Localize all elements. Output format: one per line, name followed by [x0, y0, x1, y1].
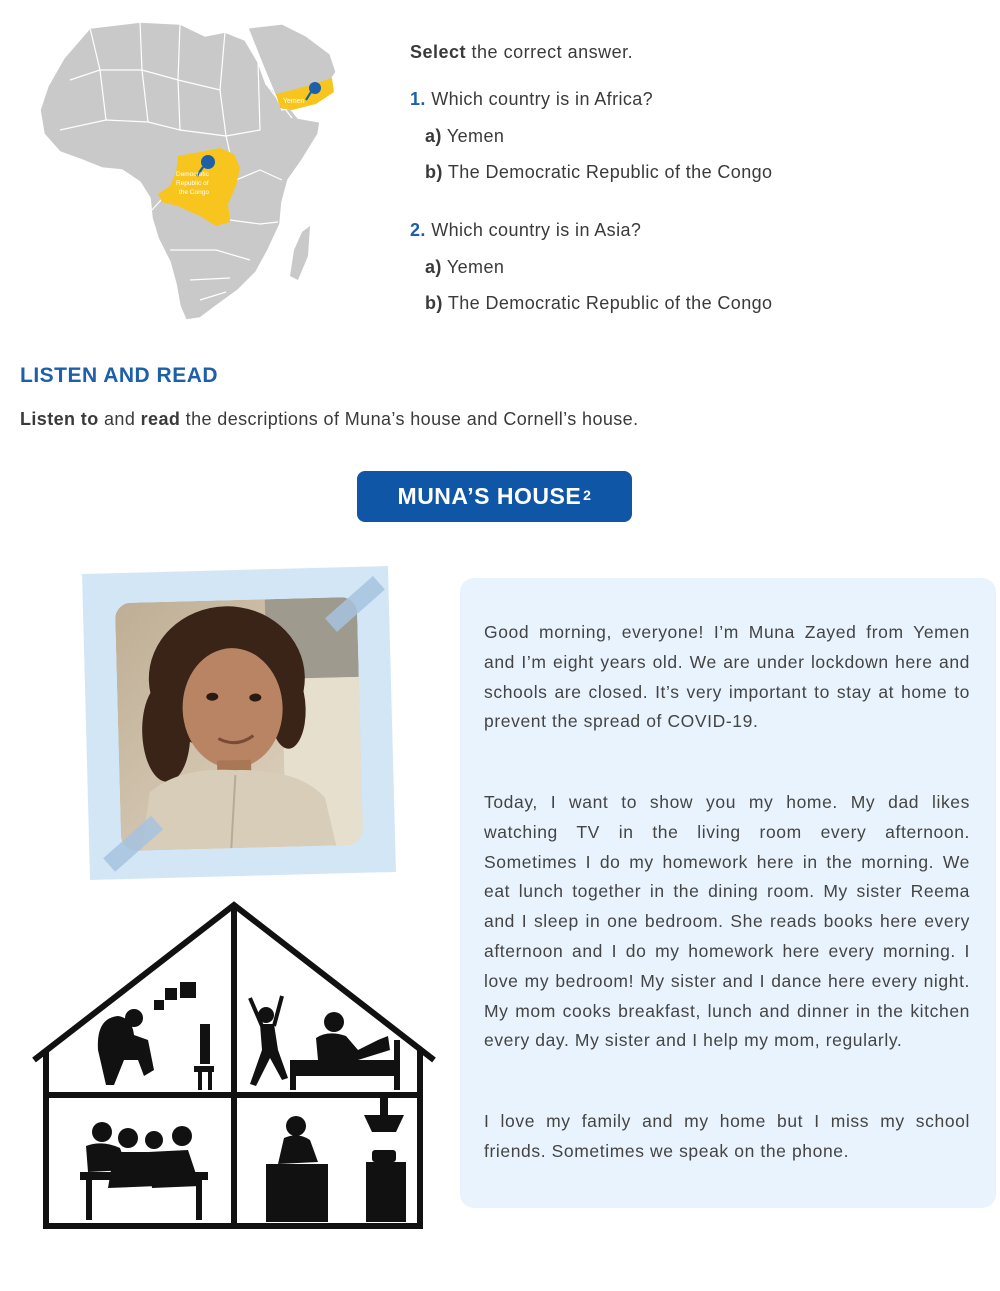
africa-map	[30, 10, 375, 330]
option-text: Yemen	[446, 126, 505, 146]
map-label-congo-3: the Congo	[179, 189, 209, 196]
answer-option[interactable]	[425, 257, 504, 278]
girl-photo-image	[115, 597, 363, 851]
quiz-instruction-rest: the correct answer.	[466, 42, 634, 62]
description-paragraph: Good morning, everyone! I’m Muna Zayed from Yemen and I’m eight years old. We are under lockdown here and schools are closed. It’s very important to stay at home to prevent the spread of COVID-19.	[484, 622, 970, 732]
listen-instruction	[20, 409, 639, 430]
banner-footnote: 2	[583, 486, 592, 503]
question-text: Which country is in Africa?	[431, 89, 654, 109]
madagascar	[290, 226, 310, 280]
answer-option[interactable]	[425, 162, 772, 183]
option-text: The Democratic Republic of the Congo	[447, 293, 773, 313]
question-number: 2.	[410, 220, 426, 240]
question-number: 1.	[410, 89, 426, 109]
option-letter: a)	[425, 126, 442, 146]
instr-mid: and	[98, 409, 141, 429]
map-label-yemen: Yemen	[283, 98, 305, 105]
description-paragraph: Today, I want to show you my home. My dad likes watching TV in the living room every afternoon. Sometimes I do my homework here in the morning. We eat lunch together in the dining room. My sister Reema and I sleep in one bedroom. She reads books here every afternoon and I do my homework here every morning. I love my bedroom! My sister and I dance here every night. My mom cooks breakfast, lunch and dinner in the kitchen every day. My sister and I help my mom, regularly.	[484, 792, 970, 1051]
option-text: The Democratic Republic of the Congo	[447, 162, 773, 182]
section-heading: LISTEN AND READ	[20, 364, 219, 387]
option-text: Yemen	[446, 257, 505, 277]
description-paragraph: I love my family and my home but I miss my school friends. Sometimes we speak on the phone.	[484, 1111, 970, 1161]
girl-photo	[115, 597, 363, 851]
question-1	[410, 89, 653, 110]
quiz-instruction-bold: Select	[410, 42, 467, 62]
banner-title: MUNA’S HOUSE	[397, 483, 582, 509]
house-silhouette-illustration	[28, 900, 440, 1232]
instr-bold-listen: Listen to	[20, 409, 99, 429]
map-label-congo-2: Republic of	[176, 180, 209, 187]
instr-bold-read: read	[140, 409, 181, 429]
map-label-congo-1: Democratic	[176, 171, 209, 178]
title-banner	[357, 471, 632, 522]
description-panel	[460, 578, 996, 1208]
option-letter: b)	[425, 162, 443, 182]
instr-rest: the descriptions of Muna’s house and Cornell’s house.	[180, 409, 639, 429]
option-letter: a)	[425, 257, 442, 277]
photo-frame	[82, 566, 396, 880]
answer-option[interactable]	[425, 293, 772, 314]
question-2	[410, 220, 641, 241]
question-text: Which country is in Asia?	[431, 220, 642, 240]
option-letter: b)	[425, 293, 443, 313]
quiz-instruction	[410, 42, 633, 63]
answer-option[interactable]	[425, 126, 504, 147]
